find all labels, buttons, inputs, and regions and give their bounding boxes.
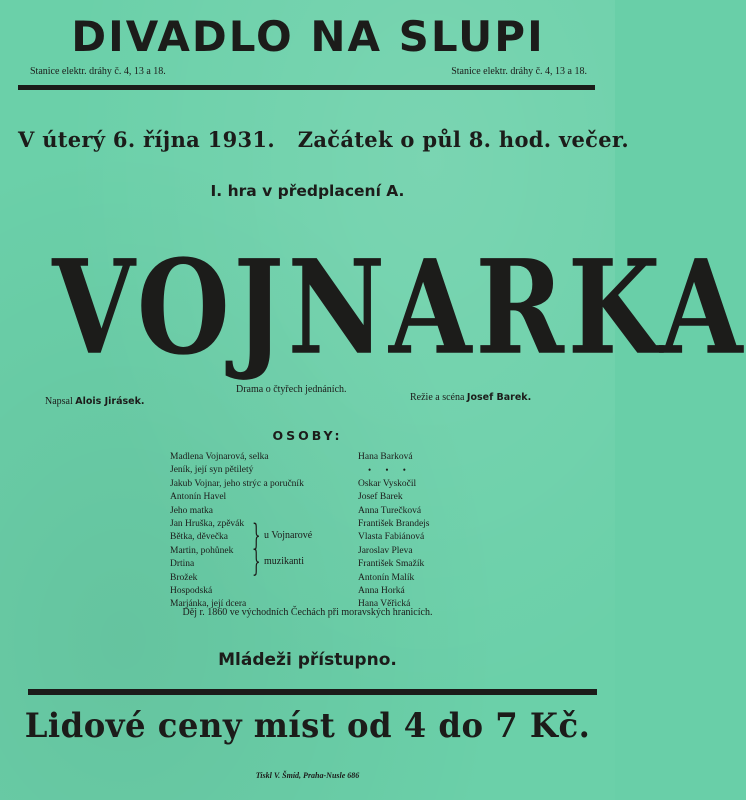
printer-credit: Tiskl V. Šmíd, Praha-Nusle 686	[255, 771, 360, 780]
tram-info-left: Stanice elektr. dráhy č. 4, 13 a 18.	[30, 66, 166, 77]
role-item: Drtina	[170, 559, 195, 570]
actor-item: Antonín Malík	[358, 572, 415, 583]
actor-item: František Smažík	[358, 559, 425, 570]
role-item: Madlena Vojnarová, selka	[170, 452, 269, 462]
role-item: Marjánka, její dcera	[170, 599, 247, 610]
actor-item: Vlasta Fabiánová	[358, 532, 425, 543]
brace-icon: }	[252, 518, 261, 553]
role-item: Martin, pohůnek	[170, 545, 234, 556]
setting-line: Děj r. 1860 ve východních Čechách při moravských hranicích.	[182, 607, 433, 618]
actor-item: Jaroslav Pleva	[358, 545, 413, 556]
director-prefix: Režie a scéna	[410, 392, 465, 403]
actor-item: Oskar Vyskočil	[358, 478, 417, 489]
top-rule	[18, 85, 595, 90]
role-item: Jeník, její syn pětiletý	[170, 465, 254, 476]
youth-admission: Mládeži přístupno.	[218, 650, 397, 670]
actor-item: Josef Barek	[358, 492, 403, 503]
director-credit	[410, 392, 531, 403]
play-title: VOJNARKA	[52, 231, 746, 385]
role-item: Jan Hruška, zpěvák	[170, 518, 245, 529]
actor-item: • • •	[368, 465, 412, 476]
bottom-rule	[28, 689, 597, 695]
actor-item: Anna Turečková	[358, 505, 422, 516]
cast-heading: OSOBY:	[272, 428, 343, 443]
group-label-household: u Vojnarové	[264, 530, 313, 541]
date-line: V úterý 6. října 1931. Začátek o půl 8. hod. večer.	[18, 127, 629, 152]
group-label-musicians: muzikanti	[264, 556, 304, 567]
genre-credit: Drama o čtyřech jednáních.	[236, 384, 347, 395]
role-item: Bětka, děvečka	[170, 532, 229, 543]
role-item: Brožek	[170, 572, 198, 583]
actor-item: Hana Barková	[358, 452, 413, 462]
actors-list	[358, 451, 538, 612]
author-name: Alois Jirásek.	[75, 396, 145, 407]
role-item: Jeho matka	[170, 505, 214, 516]
role-item: Jakub Vojnar, jeho strýc a poručník	[170, 478, 304, 489]
author-prefix: Napsal	[45, 396, 73, 407]
subscription-line: I. hra v předplacení A.	[210, 182, 405, 200]
tram-info-right: Stanice elektr. dráhy č. 4, 13 a 18.	[451, 66, 587, 77]
ticket-prices: Lidové ceny míst od 4 do 7 Kč.	[24, 706, 591, 746]
role-item: Antonín Havel	[170, 492, 227, 503]
actor-item: Anna Horká	[358, 585, 405, 596]
role-item: Hospodská	[170, 585, 213, 596]
brace-icon: }	[252, 544, 261, 579]
actor-item: František Brandejs	[358, 518, 430, 529]
author-credit	[45, 396, 145, 407]
actor-item: Hana Věřická	[358, 599, 411, 610]
theatre-name: DIVADLO NA SLUPI	[71, 12, 545, 61]
director-name: Josef Barek.	[466, 392, 532, 403]
